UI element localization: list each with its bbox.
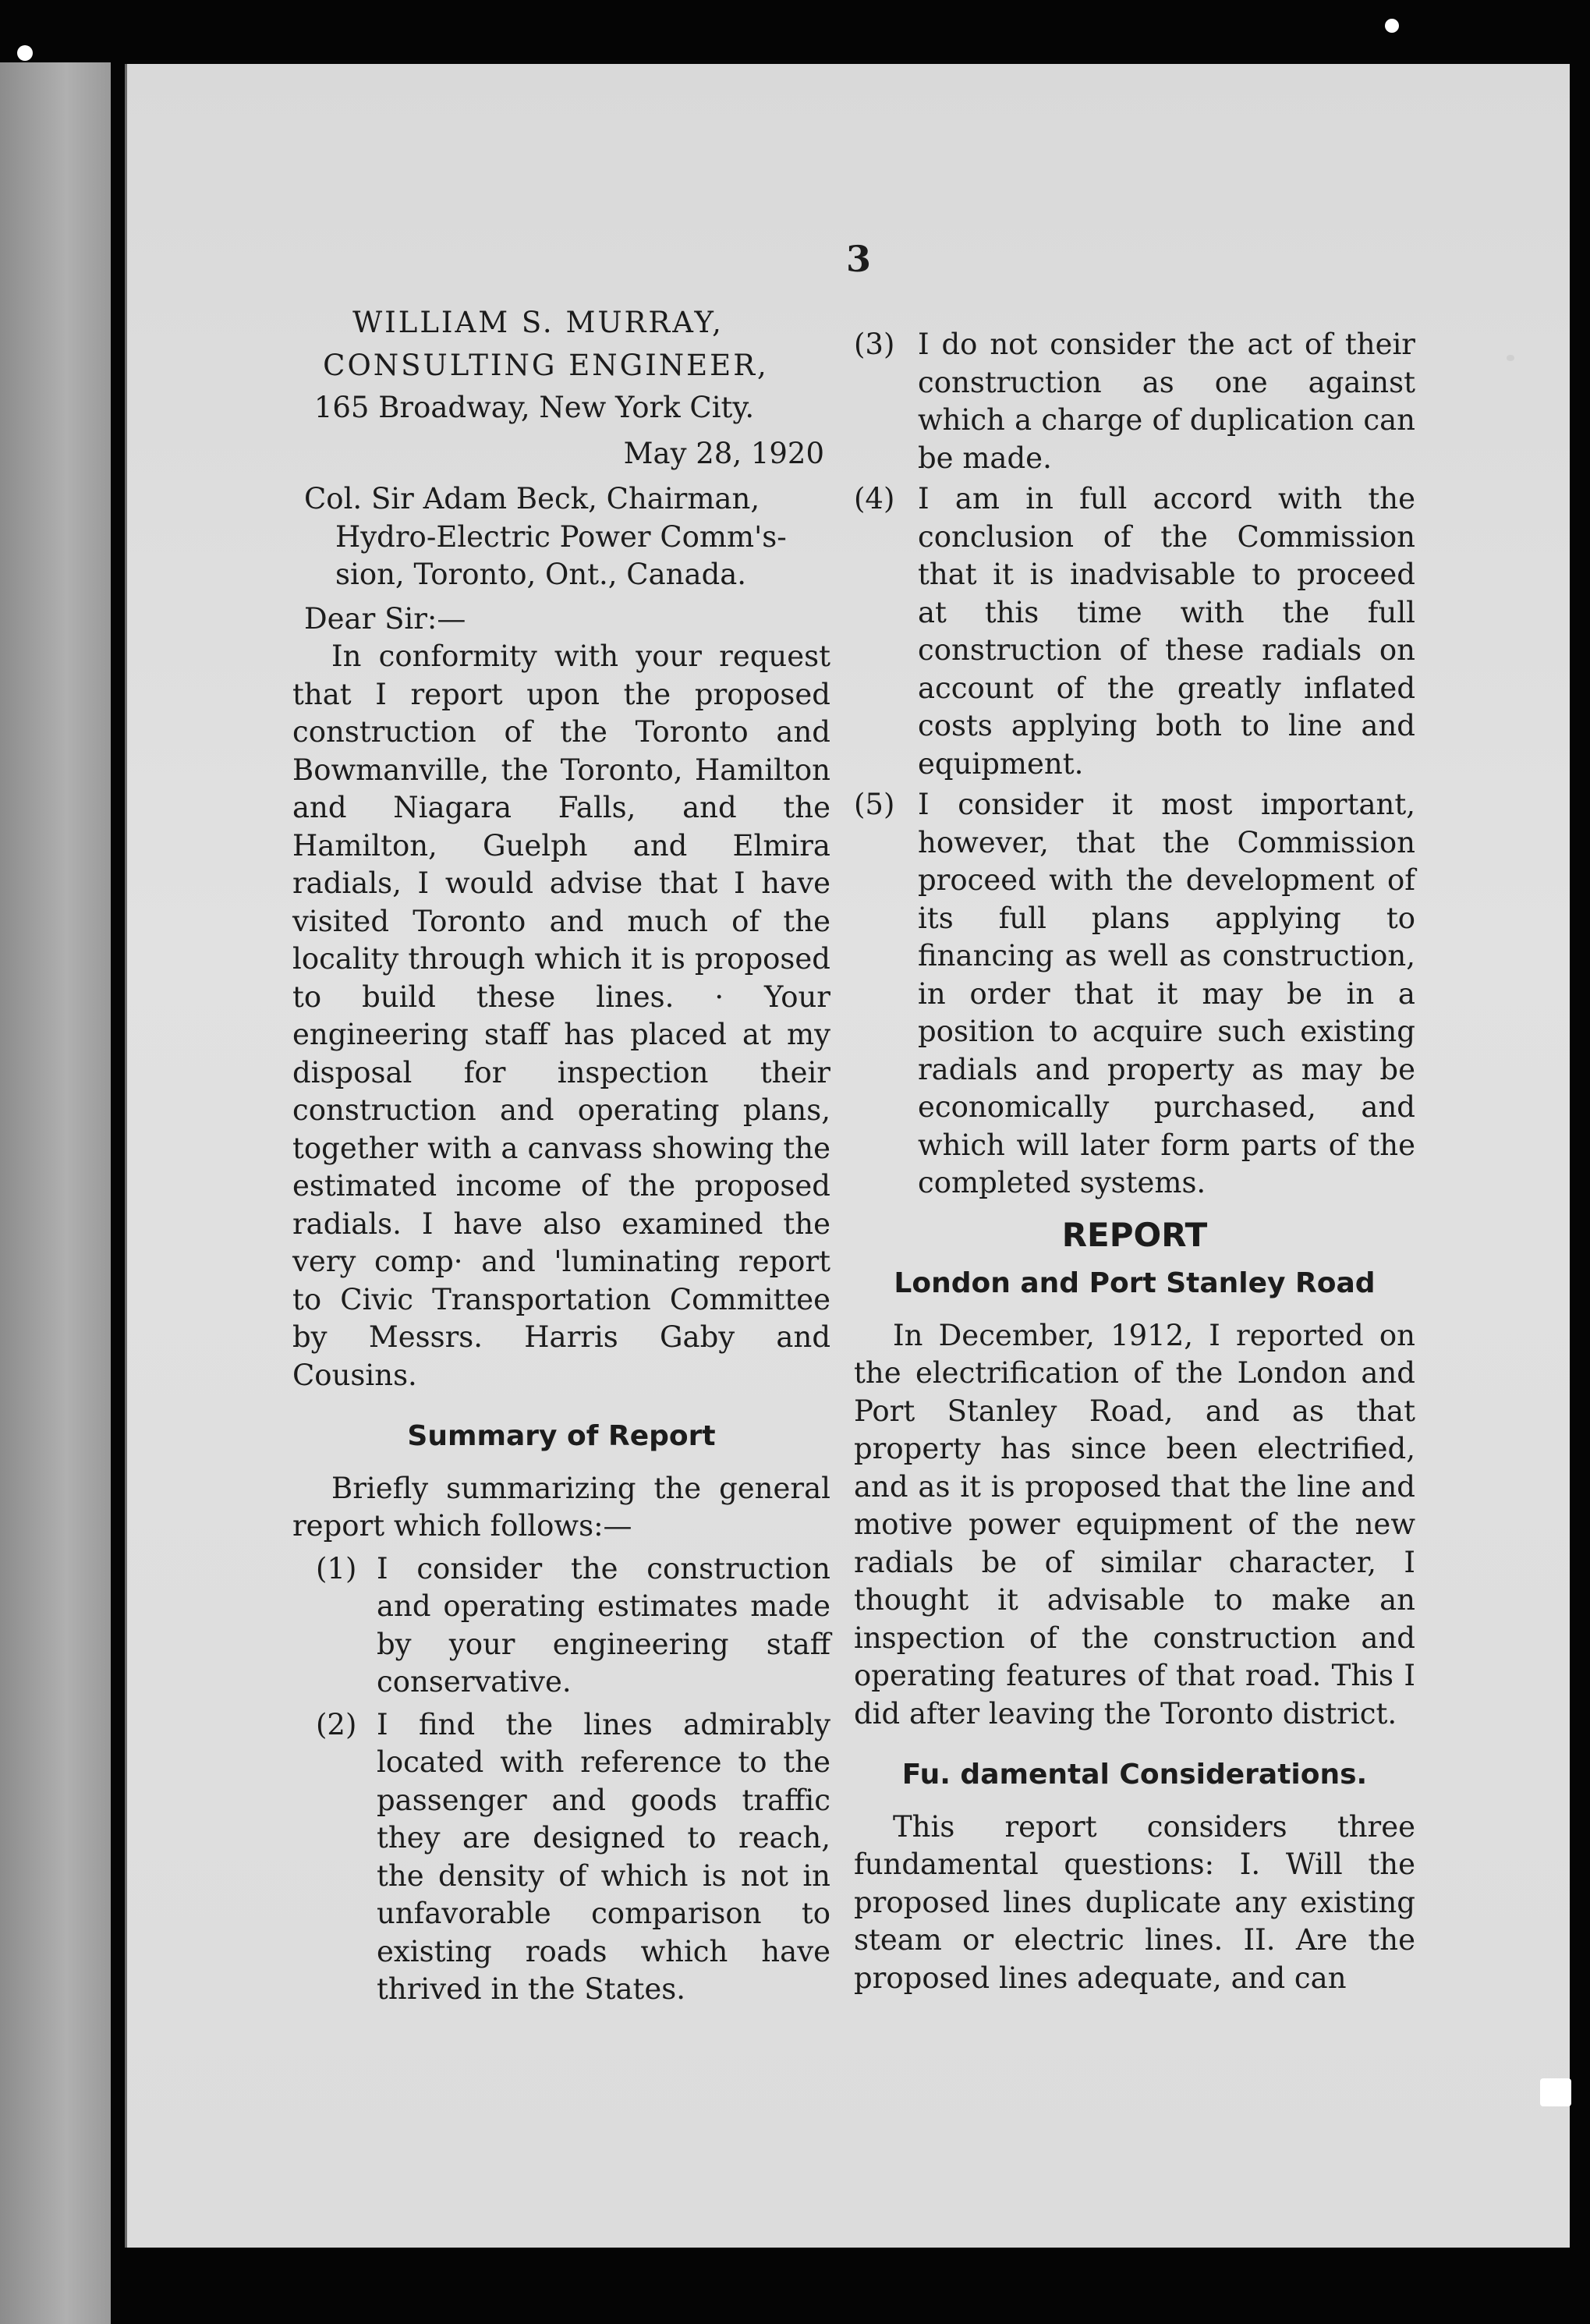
scan-speck (1507, 355, 1514, 361)
report-paragraph: In December, 1912, I reported on the electrification of the London and Port Stanley Road, and as that property has since been electrified, and as it is proposed that the line and motive power equipment of the new radials be of similar character, I thought it advisable to make an inspection of the construction and operating features of that road. This I did after leaving the Toronto district. (854, 1318, 1415, 1731)
summary-item-text: I consider the construction and operating estimates made by your engineering staff conservative. (377, 1551, 830, 1699)
scan-speck (1540, 2078, 1571, 2106)
summary-item (854, 786, 1415, 1203)
summary-item (854, 480, 1415, 783)
salutation: Dear Sir:— (304, 601, 466, 636)
fundamentals-paragraph: This report considers three fundamental questions: I. Will the proposed lines duplicate any existing steam or electric lines. II. Are the proposed lines adequate, and can (854, 1809, 1415, 1995)
summary-item-number: (5) (854, 788, 895, 821)
sender-name: WILLIAM S. MURRAY, (352, 306, 724, 339)
summary-item-number: (1) (316, 1551, 357, 1585)
scan-speck (17, 45, 33, 61)
letter-date: May 28, 1920 (623, 436, 824, 470)
right-column (854, 326, 1415, 1997)
fundamentals-heading: Fu. damental Considerations. (901, 1759, 1368, 1791)
left-column (292, 304, 830, 2009)
recipient-line: Hydro-Electric Power Comm's- (335, 519, 787, 554)
adjacent-page-edge (0, 62, 111, 2324)
report-subheading: London and Port Stanley Road (894, 1267, 1376, 1299)
report-heading: REPORT (1061, 1215, 1208, 1254)
summary-item-text: I find the lines admirably located with reference to the passenger and goods traffic they are designed to reach, the density of which is not in unfavorable comparison to existing roads which have thrived in the States. (377, 1707, 830, 2006)
summary-item (854, 326, 1415, 477)
recipient-line: sion, Toronto, Ont., Canada. (335, 558, 747, 591)
sender-address: 165 Broadway, New York City. (313, 391, 755, 424)
summary-item-number: (3) (854, 328, 895, 361)
recipient-line: Col. Sir Adam Beck, Chairman, (304, 482, 760, 515)
summary-item-text: I consider it most important, however, that the Commission proceed with the development of its full plans applying to financing as well as construction, in order that it may be in a position to acquire such existing radials and property as may be economically purchased, and which will later form parts of the completed systems. (918, 788, 1415, 1199)
summary-heading: Summary of Report (407, 1420, 716, 1452)
summary-item-number: (2) (316, 1707, 357, 1741)
summary-item-number: (4) (854, 482, 895, 515)
scan-speck (1385, 19, 1399, 33)
summary-intro: Briefly summarizing the general report which follows:— (292, 1471, 830, 1543)
page-number: 3 (846, 238, 872, 280)
sender-title: CONSULTING ENGINEER, (323, 348, 769, 382)
summary-item-text: I am in full accord with the conclusion of the Commission that it is inadvisable to proceed at this time with the full construction of these radials on account of the greatly inflated costs applying both to line and equipment. (918, 482, 1415, 781)
summary-item (292, 1706, 830, 2009)
summary-item-text: I do not consider the act of their construction as one against which a charge of duplication can be made. (918, 328, 1415, 475)
summary-item (292, 1550, 830, 1702)
letter-body: In conformity with your request that I report upon the proposed construction of the Toronto and Bowmanville, the Toronto, Hamilton and Niagara Falls, and the Hamilton, Guelph and Elmira radials, I would advise that I have visited Toronto and much of the locality through which it is proposed to build these lines. · Your engineering staff has placed at my disposal for inspection their construction and operating plans, together with a canvass showing the estimated income of the proposed radials. I have also examined the very comp· and 'luminating report to Civic Transportation Committee by Messrs. Harris Gaby and Cousins. (292, 639, 830, 1392)
